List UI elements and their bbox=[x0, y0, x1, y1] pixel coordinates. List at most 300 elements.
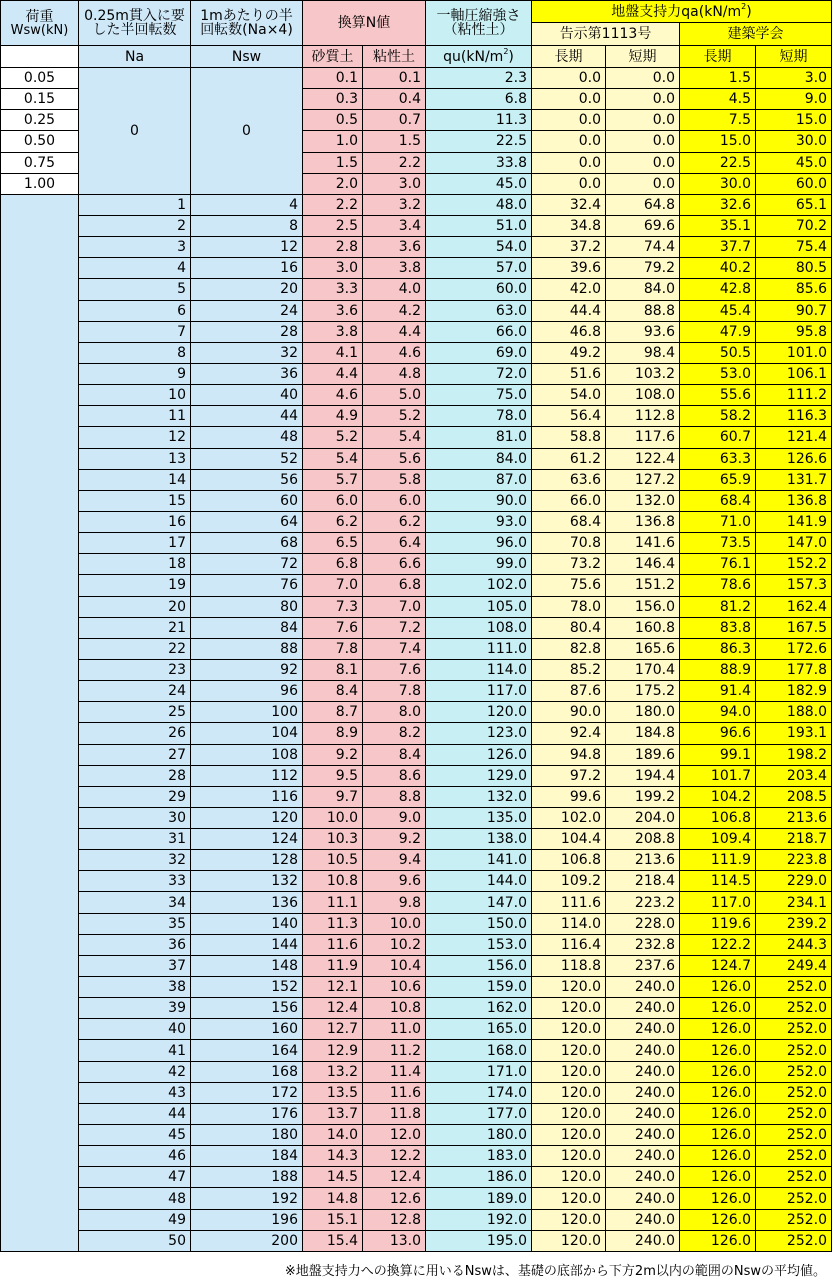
notice-short-cell: 240.0 bbox=[606, 1146, 680, 1167]
aij-short-cell: 252.0 bbox=[756, 1146, 832, 1167]
notice-short-cell: 208.8 bbox=[606, 829, 680, 850]
notice-long-cell: 114.0 bbox=[532, 913, 606, 934]
n-clay-cell: 8.8 bbox=[363, 786, 426, 807]
table-row bbox=[1, 596, 832, 617]
n-clay-cell: 7.0 bbox=[363, 596, 426, 617]
notice-short-cell: 112.8 bbox=[606, 406, 680, 427]
notice-long-cell: 0.0 bbox=[532, 110, 606, 131]
na-label: Na bbox=[79, 46, 191, 68]
n-clay-cell: 4.2 bbox=[363, 300, 426, 321]
notice-long-cell: 106.8 bbox=[532, 850, 606, 871]
notice-long-cell: 90.0 bbox=[532, 702, 606, 723]
notice-long-cell: 118.8 bbox=[532, 955, 606, 976]
qu-cell: 123.0 bbox=[426, 723, 532, 744]
aij-short-cell: 75.4 bbox=[756, 237, 832, 258]
notice-long-cell: 120.0 bbox=[532, 1125, 606, 1146]
na-zero-cell: 0 bbox=[79, 68, 191, 195]
notice-short-cell: 69.6 bbox=[606, 215, 680, 236]
notice-short-cell: 204.0 bbox=[606, 807, 680, 828]
qu-cell: 33.8 bbox=[426, 152, 532, 173]
n-sand-cell: 6.8 bbox=[303, 554, 363, 575]
n-clay-cell: 5.2 bbox=[363, 406, 426, 427]
aij-short-cell: 172.6 bbox=[756, 638, 832, 659]
aij-short-cell: 90.7 bbox=[756, 300, 832, 321]
notice-long-cell: 66.0 bbox=[532, 490, 606, 511]
aij-long-cell: 40.2 bbox=[680, 258, 756, 279]
notice-short-label: 短期 bbox=[606, 46, 680, 68]
nsw-cell: 44 bbox=[191, 406, 303, 427]
aij-short-cell: 126.6 bbox=[756, 448, 832, 469]
na-cell: 20 bbox=[79, 596, 191, 617]
aij-long-cell: 126.0 bbox=[680, 1061, 756, 1082]
notice-short-cell: 79.2 bbox=[606, 258, 680, 279]
table-row bbox=[1, 554, 832, 575]
notice-long-cell: 34.8 bbox=[532, 215, 606, 236]
nsw-cell: 84 bbox=[191, 617, 303, 638]
nsw-cell: 132 bbox=[191, 871, 303, 892]
na-cell: 45 bbox=[79, 1125, 191, 1146]
aij-long-cell: 106.8 bbox=[680, 807, 756, 828]
notice-long-cell: 120.0 bbox=[532, 1082, 606, 1103]
n-clay-cell: 3.4 bbox=[363, 215, 426, 236]
n-clay-cell: 10.4 bbox=[363, 955, 426, 976]
notice-short-cell: 170.4 bbox=[606, 659, 680, 680]
n-sand-cell: 5.4 bbox=[303, 448, 363, 469]
notice-short-cell: 189.6 bbox=[606, 744, 680, 765]
nsw-cell: 172 bbox=[191, 1082, 303, 1103]
aij-short-cell: 203.4 bbox=[756, 765, 832, 786]
n-sand-cell: 10.0 bbox=[303, 807, 363, 828]
aij-short-cell: 65.1 bbox=[756, 194, 832, 215]
notice-short-cell: 0.0 bbox=[606, 152, 680, 173]
nsw-title-line2: 回転数(Na×4) bbox=[200, 22, 293, 38]
qu-cell: 66.0 bbox=[426, 321, 532, 342]
na-cell: 15 bbox=[79, 490, 191, 511]
aij-long-cell: 114.5 bbox=[680, 871, 756, 892]
n-clay-cell: 6.0 bbox=[363, 490, 426, 511]
notice-short-cell: 0.0 bbox=[606, 173, 680, 194]
notice-long-cell: 120.0 bbox=[532, 1061, 606, 1082]
n-clay-cell: 3.8 bbox=[363, 258, 426, 279]
qu-title-line1: 一軸圧縮強さ bbox=[436, 8, 521, 24]
table-row bbox=[1, 934, 832, 955]
qu-cell: 135.0 bbox=[426, 807, 532, 828]
aij-short-cell: 252.0 bbox=[756, 1061, 832, 1082]
n-sand-cell: 1.5 bbox=[303, 152, 363, 173]
nsw-cell: 176 bbox=[191, 1103, 303, 1124]
notice-long-cell: 32.4 bbox=[532, 194, 606, 215]
qu-cell: 48.0 bbox=[426, 194, 532, 215]
n-value-header: 換算N値 bbox=[303, 1, 426, 46]
nsw-cell: 200 bbox=[191, 1230, 303, 1251]
aij-long-cell: 126.0 bbox=[680, 1125, 756, 1146]
table-row bbox=[1, 385, 832, 406]
n-sand-cell: 14.3 bbox=[303, 1146, 363, 1167]
table-row bbox=[1, 681, 832, 702]
table-row bbox=[1, 955, 832, 976]
notice-short-cell: 122.4 bbox=[606, 448, 680, 469]
table-row bbox=[1, 363, 832, 384]
nsw-cell: 72 bbox=[191, 554, 303, 575]
na-cell: 16 bbox=[79, 511, 191, 532]
notice-short-cell: 240.0 bbox=[606, 1061, 680, 1082]
table-row bbox=[1, 1040, 832, 1061]
notice-short-cell: 228.0 bbox=[606, 913, 680, 934]
qu-cell: 129.0 bbox=[426, 765, 532, 786]
table-row bbox=[1, 892, 832, 913]
notice-long-cell: 120.0 bbox=[532, 1146, 606, 1167]
n-clay-cell: 3.6 bbox=[363, 237, 426, 258]
n-sand-cell: 2.8 bbox=[303, 237, 363, 258]
table-row bbox=[1, 1125, 832, 1146]
notice-short-cell: 240.0 bbox=[606, 1019, 680, 1040]
qu-cell: 63.0 bbox=[426, 300, 532, 321]
aij-short-cell: 252.0 bbox=[756, 1167, 832, 1188]
nsw-cell: 4 bbox=[191, 194, 303, 215]
n-sand-cell: 13.5 bbox=[303, 1082, 363, 1103]
aij-short-cell: 252.0 bbox=[756, 1209, 832, 1230]
table-row bbox=[1, 575, 832, 596]
notice-long-cell: 0.0 bbox=[532, 89, 606, 110]
aij-header: 建築学会 bbox=[680, 23, 832, 46]
qu-cell: 171.0 bbox=[426, 1061, 532, 1082]
aij-long-cell: 22.5 bbox=[680, 152, 756, 173]
table-row bbox=[1, 1167, 832, 1188]
notice-long-cell: 120.0 bbox=[532, 1230, 606, 1251]
na-cell: 37 bbox=[79, 955, 191, 976]
n-sand-cell: 11.9 bbox=[303, 955, 363, 976]
table-row bbox=[1, 406, 832, 427]
n-sand-cell: 8.7 bbox=[303, 702, 363, 723]
table-row bbox=[1, 1230, 832, 1251]
na-cell: 30 bbox=[79, 807, 191, 828]
table-row bbox=[1, 829, 832, 850]
qu-header bbox=[426, 1, 532, 46]
n-clay-cell: 7.8 bbox=[363, 681, 426, 702]
nsw-cell: 196 bbox=[191, 1209, 303, 1230]
na-cell: 47 bbox=[79, 1167, 191, 1188]
na-cell: 17 bbox=[79, 533, 191, 554]
nsw-cell: 148 bbox=[191, 955, 303, 976]
notice-short-cell: 132.0 bbox=[606, 490, 680, 511]
notice-long-cell: 109.2 bbox=[532, 871, 606, 892]
table-row bbox=[1, 1209, 832, 1230]
nsw-cell: 136 bbox=[191, 892, 303, 913]
notice-long-cell: 111.6 bbox=[532, 892, 606, 913]
nsw-cell: 160 bbox=[191, 1019, 303, 1040]
notice-long-cell: 120.0 bbox=[532, 1188, 606, 1209]
notice-long-cell: 68.4 bbox=[532, 511, 606, 532]
aij-long-cell: 122.2 bbox=[680, 934, 756, 955]
n-clay-cell: 5.0 bbox=[363, 385, 426, 406]
n-clay-cell: 9.4 bbox=[363, 850, 426, 871]
notice-short-cell: 194.4 bbox=[606, 765, 680, 786]
table-row bbox=[1, 300, 832, 321]
aij-short-cell: 252.0 bbox=[756, 1188, 832, 1209]
aij-short-cell: 136.8 bbox=[756, 490, 832, 511]
notice-long-cell: 82.8 bbox=[532, 638, 606, 659]
notice-long-cell: 99.6 bbox=[532, 786, 606, 807]
aij-long-cell: 76.1 bbox=[680, 554, 756, 575]
notice-short-cell: 0.0 bbox=[606, 110, 680, 131]
nsw-label: Nsw bbox=[191, 46, 303, 68]
aij-long-cell: 55.6 bbox=[680, 385, 756, 406]
aij-long-cell: 117.0 bbox=[680, 892, 756, 913]
qu-cell: 195.0 bbox=[426, 1230, 532, 1251]
notice-short-cell: 151.2 bbox=[606, 575, 680, 596]
n-clay-cell: 5.4 bbox=[363, 427, 426, 448]
notice-header: 告示第1113号 bbox=[532, 23, 680, 46]
aij-short-cell: 252.0 bbox=[756, 1125, 832, 1146]
clay-label: 粘性土 bbox=[363, 46, 426, 68]
aij-short-cell: 252.0 bbox=[756, 1040, 832, 1061]
nsw-cell: 24 bbox=[191, 300, 303, 321]
notice-short-cell: 223.2 bbox=[606, 892, 680, 913]
notice-short-cell: 160.8 bbox=[606, 617, 680, 638]
qu-cell: 192.0 bbox=[426, 1209, 532, 1230]
aij-short-cell: 101.0 bbox=[756, 342, 832, 363]
table-row bbox=[1, 448, 832, 469]
notice-short-cell: 64.8 bbox=[606, 194, 680, 215]
aij-long-cell: 83.8 bbox=[680, 617, 756, 638]
table-row bbox=[1, 511, 832, 532]
qu-cell: 132.0 bbox=[426, 786, 532, 807]
nsw-cell: 192 bbox=[191, 1188, 303, 1209]
notice-short-cell: 240.0 bbox=[606, 1167, 680, 1188]
n-clay-cell: 12.6 bbox=[363, 1188, 426, 1209]
notice-short-cell: 184.8 bbox=[606, 723, 680, 744]
notice-long-cell: 120.0 bbox=[532, 1167, 606, 1188]
notice-long-cell: 44.4 bbox=[532, 300, 606, 321]
n-clay-cell: 12.4 bbox=[363, 1167, 426, 1188]
aij-long-cell: 126.0 bbox=[680, 1019, 756, 1040]
qu-cell: 57.0 bbox=[426, 258, 532, 279]
notice-long-cell: 0.0 bbox=[532, 152, 606, 173]
n-sand-cell: 15.4 bbox=[303, 1230, 363, 1251]
na-cell: 29 bbox=[79, 786, 191, 807]
aij-short-cell: 234.1 bbox=[756, 892, 832, 913]
table-row bbox=[1, 977, 832, 998]
aij-long-cell: 37.7 bbox=[680, 237, 756, 258]
notice-short-cell: 156.0 bbox=[606, 596, 680, 617]
notice-long-cell: 120.0 bbox=[532, 977, 606, 998]
table-row bbox=[1, 765, 832, 786]
aij-long-cell: 126.0 bbox=[680, 1040, 756, 1061]
n-sand-cell: 15.1 bbox=[303, 1209, 363, 1230]
qu-cell: 6.8 bbox=[426, 89, 532, 110]
table-row bbox=[1, 807, 832, 828]
n-clay-cell: 4.4 bbox=[363, 321, 426, 342]
notice-short-cell: 213.6 bbox=[606, 850, 680, 871]
n-clay-cell: 8.6 bbox=[363, 765, 426, 786]
n-clay-cell: 9.6 bbox=[363, 871, 426, 892]
qu-cell: 144.0 bbox=[426, 871, 532, 892]
n-clay-cell: 4.0 bbox=[363, 279, 426, 300]
qu-label: $qu(kN/m^2)$ bbox=[426, 46, 532, 68]
aij-short-cell: 218.7 bbox=[756, 829, 832, 850]
n-sand-cell: 6.5 bbox=[303, 533, 363, 554]
notice-short-cell: 98.4 bbox=[606, 342, 680, 363]
n-sand-cell: 3.8 bbox=[303, 321, 363, 342]
na-cell: 36 bbox=[79, 934, 191, 955]
n-sand-cell: 9.7 bbox=[303, 786, 363, 807]
qu-cell: 102.0 bbox=[426, 575, 532, 596]
table-row bbox=[1, 215, 832, 236]
na-header bbox=[79, 1, 191, 46]
n-sand-cell: 3.3 bbox=[303, 279, 363, 300]
notice-long-cell: 120.0 bbox=[532, 1019, 606, 1040]
n-clay-cell: 6.2 bbox=[363, 511, 426, 532]
n-sand-cell: 12.1 bbox=[303, 977, 363, 998]
notice-short-cell: 240.0 bbox=[606, 1082, 680, 1103]
aij-long-cell: 126.0 bbox=[680, 1103, 756, 1124]
notice-long-cell: 49.2 bbox=[532, 342, 606, 363]
aij-long-cell: 109.4 bbox=[680, 829, 756, 850]
nsw-cell: 52 bbox=[191, 448, 303, 469]
n-clay-cell: 4.6 bbox=[363, 342, 426, 363]
load-label: 荷重 bbox=[25, 8, 54, 25]
n-clay-cell: 11.6 bbox=[363, 1082, 426, 1103]
n-clay-cell: 9.2 bbox=[363, 829, 426, 850]
nsw-cell: 128 bbox=[191, 850, 303, 871]
qu-cell: 159.0 bbox=[426, 977, 532, 998]
nsw-cell: 120 bbox=[191, 807, 303, 828]
na-cell: 3 bbox=[79, 237, 191, 258]
aij-long-cell: 30.0 bbox=[680, 173, 756, 194]
qu-cell: 174.0 bbox=[426, 1082, 532, 1103]
n-clay-cell: 8.0 bbox=[363, 702, 426, 723]
nsw-cell: 164 bbox=[191, 1040, 303, 1061]
na-cell: 26 bbox=[79, 723, 191, 744]
qu-cell: 153.0 bbox=[426, 934, 532, 955]
n-sand-cell: 4.9 bbox=[303, 406, 363, 427]
aij-short-cell: 162.4 bbox=[756, 596, 832, 617]
aij-short-cell: 198.2 bbox=[756, 744, 832, 765]
nsw-title-line1: 1mあたりの半 bbox=[200, 8, 293, 24]
n-clay-cell: 9.8 bbox=[363, 892, 426, 913]
aij-long-cell: 88.9 bbox=[680, 659, 756, 680]
notice-long-cell: 97.2 bbox=[532, 765, 606, 786]
qu-cell: 54.0 bbox=[426, 237, 532, 258]
n-sand-cell: 1.0 bbox=[303, 131, 363, 152]
qu-cell: 108.0 bbox=[426, 617, 532, 638]
n-sand-cell: 5.2 bbox=[303, 427, 363, 448]
notice-short-cell: 180.0 bbox=[606, 702, 680, 723]
notice-short-cell: 240.0 bbox=[606, 1125, 680, 1146]
aij-short-cell: 239.2 bbox=[756, 913, 832, 934]
notice-long-cell: 120.0 bbox=[532, 1040, 606, 1061]
n-clay-cell: 10.8 bbox=[363, 998, 426, 1019]
qu-cell: 84.0 bbox=[426, 448, 532, 469]
qu-cell: 2.3 bbox=[426, 68, 532, 89]
table-row bbox=[1, 490, 832, 511]
bearing-header: 地盤支持力$qa(kN/m^2)$ bbox=[532, 1, 832, 23]
nsw-cell: 112 bbox=[191, 765, 303, 786]
aij-short-cell: 157.3 bbox=[756, 575, 832, 596]
notice-short-cell: 218.4 bbox=[606, 871, 680, 892]
aij-long-cell: 71.0 bbox=[680, 511, 756, 532]
na-cell: 38 bbox=[79, 977, 191, 998]
aij-long-cell: 63.3 bbox=[680, 448, 756, 469]
n-sand-cell: 3.0 bbox=[303, 258, 363, 279]
aij-short-cell: 9.0 bbox=[756, 89, 832, 110]
aij-short-cell: 182.9 bbox=[756, 681, 832, 702]
qu-cell: 141.0 bbox=[426, 850, 532, 871]
nsw-cell: 144 bbox=[191, 934, 303, 955]
qu-cell: 138.0 bbox=[426, 829, 532, 850]
n-sand-cell: 9.5 bbox=[303, 765, 363, 786]
table-row bbox=[1, 1019, 832, 1040]
na-cell: 2 bbox=[79, 215, 191, 236]
aij-short-cell: 80.5 bbox=[756, 258, 832, 279]
aij-short-cell: 193.1 bbox=[756, 723, 832, 744]
notice-long-cell: 0.0 bbox=[532, 131, 606, 152]
aij-long-cell: 45.4 bbox=[680, 300, 756, 321]
n-sand-cell: 14.8 bbox=[303, 1188, 363, 1209]
n-sand-cell: 12.7 bbox=[303, 1019, 363, 1040]
notice-short-cell: 117.6 bbox=[606, 427, 680, 448]
na-cell: 31 bbox=[79, 829, 191, 850]
load-header bbox=[1, 1, 79, 46]
na-cell: 49 bbox=[79, 1209, 191, 1230]
notice-long-cell: 70.8 bbox=[532, 533, 606, 554]
notice-short-cell: 74.4 bbox=[606, 237, 680, 258]
aij-short-cell: 252.0 bbox=[756, 977, 832, 998]
nsw-cell: 28 bbox=[191, 321, 303, 342]
notice-short-cell: 240.0 bbox=[606, 1209, 680, 1230]
aij-long-cell: 68.4 bbox=[680, 490, 756, 511]
notice-long-cell: 54.0 bbox=[532, 385, 606, 406]
nsw-cell: 180 bbox=[191, 1125, 303, 1146]
notice-long-cell: 58.8 bbox=[532, 427, 606, 448]
n-sand-cell: 0.5 bbox=[303, 110, 363, 131]
aij-short-cell: 30.0 bbox=[756, 131, 832, 152]
table-row bbox=[1, 1082, 832, 1103]
notice-short-cell: 146.4 bbox=[606, 554, 680, 575]
na-cell: 18 bbox=[79, 554, 191, 575]
qu-title-line2: （粘性土） bbox=[443, 22, 514, 38]
qu-cell: 111.0 bbox=[426, 638, 532, 659]
n-clay-cell: 3.0 bbox=[363, 173, 426, 194]
aij-long-cell: 32.6 bbox=[680, 194, 756, 215]
notice-short-cell: 240.0 bbox=[606, 1188, 680, 1209]
aij-long-cell: 104.2 bbox=[680, 786, 756, 807]
qu-cell: 126.0 bbox=[426, 744, 532, 765]
aij-long-cell: 91.4 bbox=[680, 681, 756, 702]
n-sand-cell: 9.2 bbox=[303, 744, 363, 765]
n-sand-cell: 12.9 bbox=[303, 1040, 363, 1061]
na-cell: 7 bbox=[79, 321, 191, 342]
aij-short-cell: 95.8 bbox=[756, 321, 832, 342]
na-cell: 21 bbox=[79, 617, 191, 638]
load-unit: Wsw(kN) bbox=[10, 22, 69, 38]
aij-short-cell: 121.4 bbox=[756, 427, 832, 448]
nsw-cell: 16 bbox=[191, 258, 303, 279]
table-row bbox=[1, 913, 832, 934]
n-sand-cell: 0.1 bbox=[303, 68, 363, 89]
qu-cell: 177.0 bbox=[426, 1103, 532, 1124]
notice-short-cell: 240.0 bbox=[606, 1040, 680, 1061]
aij-short-cell: 131.7 bbox=[756, 469, 832, 490]
na-cell: 1 bbox=[79, 194, 191, 215]
notice-long-cell: 94.8 bbox=[532, 744, 606, 765]
na-cell: 35 bbox=[79, 913, 191, 934]
load-cell: 0.05 bbox=[1, 68, 79, 89]
aij-short-cell: 252.0 bbox=[756, 998, 832, 1019]
n-sand-cell: 14.0 bbox=[303, 1125, 363, 1146]
n-sand-cell: 0.3 bbox=[303, 89, 363, 110]
n-sand-cell: 8.9 bbox=[303, 723, 363, 744]
